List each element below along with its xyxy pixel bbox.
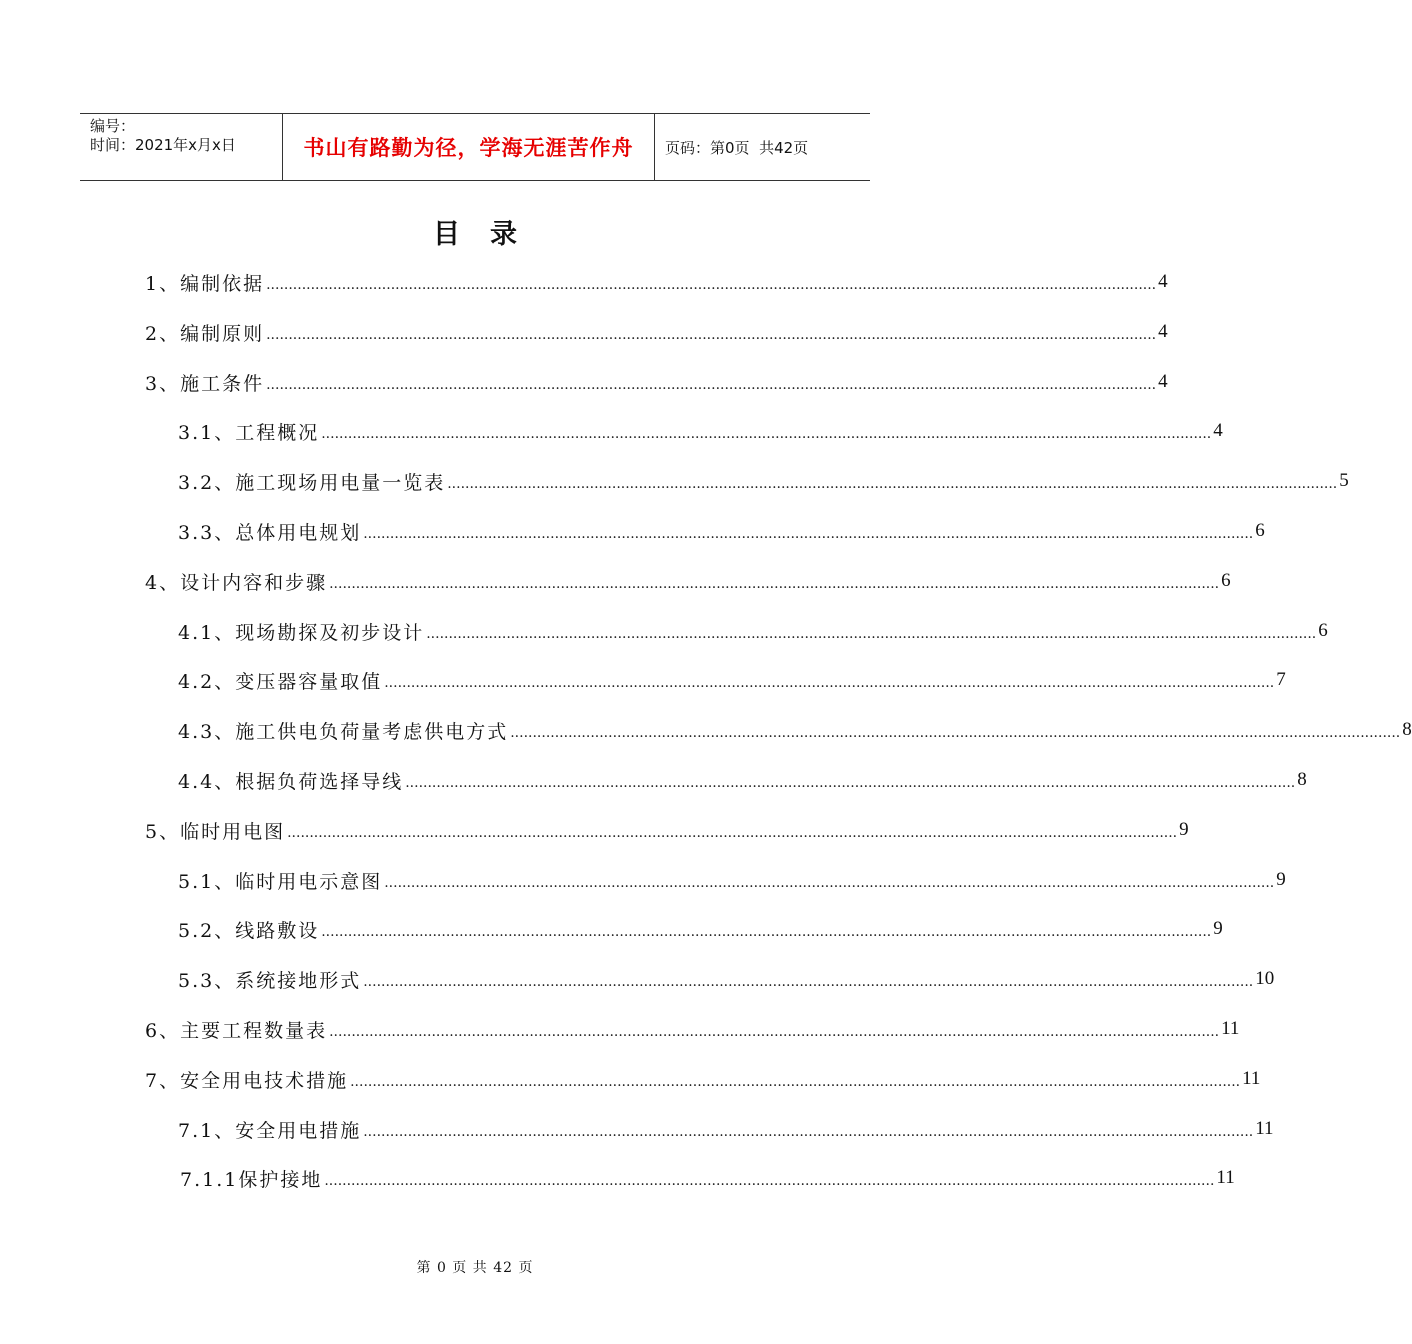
toc-entry[interactable] (145, 307, 1168, 357)
toc-entry-page: 4 (1158, 271, 1168, 292)
toc-entry-label: 7.1、安全用电措施 (178, 1119, 362, 1142)
toc-leader-dots: ........................................................................................................................................................................................................ (363, 526, 1254, 542)
toc-entry[interactable] (178, 904, 1223, 954)
toc-entry-page: 9 (1276, 869, 1286, 890)
header-info (80, 114, 282, 180)
toc-leader-dots: ........................................................................................................................................................................................................ (266, 377, 1157, 393)
toc-entry-label: 7、安全用电技术措施 (145, 1069, 349, 1092)
toc-entry-page: 9 (1213, 918, 1223, 939)
toc-entry[interactable] (178, 705, 1412, 755)
toc-leader-dots: ........................................................................................................................................................................................................ (329, 576, 1220, 592)
toc-entry-page: 4 (1213, 420, 1223, 441)
toc-leader-dots: ........................................................................................................................................................................................................ (350, 1074, 1241, 1090)
toc-entry-label: 3、施工条件 (145, 372, 265, 395)
toc-entry[interactable] (178, 406, 1223, 456)
toc-entry-label: 5.1、临时用电示意图 (178, 870, 383, 893)
toc-entry[interactable] (178, 506, 1265, 556)
toc-entry[interactable] (145, 357, 1168, 407)
document-time-label: 时间：2021年x月x日 (90, 136, 236, 154)
page-footer: 第 0 页 共 42 页 (416, 1260, 534, 1276)
toc-entry[interactable] (178, 456, 1349, 506)
toc-entry-page: 7 (1276, 669, 1286, 690)
toc-entry-label: 4.3、施工供电负荷量考虑供电方式 (178, 720, 509, 743)
toc-entry[interactable] (178, 755, 1307, 805)
toc-entry-label: 5.3、系统接地形式 (178, 969, 362, 992)
toc-entry-label: 3.2、施工现场用电量一览表 (178, 471, 446, 494)
toc-entry[interactable] (178, 855, 1286, 905)
toc-entry[interactable] (145, 1004, 1240, 1054)
toc-entry-page: 8 (1297, 769, 1307, 790)
toc-entry-page: 5 (1339, 470, 1349, 491)
toc-leader-dots: ........................................................................................................................................................................................................ (510, 725, 1401, 741)
toc-entry[interactable] (178, 954, 1275, 1004)
toc-leader-dots: ........................................................................................................................................................................................................ (405, 775, 1296, 791)
toc-entry-label: 3.3、总体用电规划 (178, 521, 362, 544)
document-number-label: 编号： (90, 117, 136, 135)
toc-entry-page: 11 (1216, 1167, 1235, 1188)
toc-entry-page: 11 (1221, 1018, 1240, 1039)
header-page-info: 页码：第0页 共42页 (665, 138, 809, 157)
toc-entry-page: 11 (1255, 1118, 1274, 1139)
header-motto: 书山有路勤为径，学海无涯苦作舟 (282, 114, 655, 180)
toc-leader-dots: ........................................................................................................................................................................................................ (426, 626, 1317, 642)
toc-entry-page: 6 (1318, 620, 1328, 641)
page-header (80, 113, 870, 181)
toc-entry-label: 2、编制原则 (145, 322, 265, 345)
toc-entry[interactable] (180, 1153, 1235, 1203)
toc-entry-label: 4.1、现场勘探及初步设计 (178, 621, 425, 644)
toc-entry-label: 7.1.1保护接地 (180, 1168, 323, 1191)
toc-title: 目录 (433, 219, 547, 250)
toc-leader-dots: ........................................................................................................................................................................................................ (384, 875, 1275, 891)
toc-entry[interactable] (145, 257, 1168, 307)
toc-entry-page: 11 (1242, 1068, 1261, 1089)
toc-leader-dots: ........................................................................................................................................................................................................ (447, 476, 1338, 492)
toc-leader-dots: ........................................................................................................................................................................................................ (266, 327, 1157, 343)
toc-entry-label: 1、编制依据 (145, 272, 265, 295)
toc-entry[interactable] (145, 556, 1231, 606)
toc-entry-label: 5、临时用电图 (145, 820, 286, 843)
toc-entry-label: 4、设计内容和步骤 (145, 571, 328, 594)
toc-entry-label: 3.1、工程概况 (178, 421, 320, 444)
toc-entry-page: 10 (1255, 968, 1275, 989)
toc-entry-page: 6 (1255, 520, 1265, 541)
toc-entry-page: 9 (1179, 819, 1189, 840)
toc-leader-dots: ........................................................................................................................................................................................................ (287, 825, 1178, 841)
toc-entry-label: 6、主要工程数量表 (145, 1019, 328, 1042)
toc-leader-dots: ........................................................................................................................................................................................................ (363, 974, 1254, 990)
toc-entry[interactable] (178, 655, 1286, 705)
toc-leader-dots: ........................................................................................................................................................................................................ (384, 675, 1275, 691)
toc-entry-page: 8 (1402, 719, 1412, 740)
toc-entry-page: 4 (1158, 321, 1168, 342)
toc-leader-dots: ........................................................................................................................................................................................................ (321, 924, 1212, 940)
toc-leader-dots: ........................................................................................................................................................................................................ (363, 1124, 1254, 1140)
toc-leader-dots: ........................................................................................................................................................................................................ (321, 426, 1212, 442)
toc-entry[interactable] (178, 606, 1328, 656)
toc-leader-dots: ........................................................................................................................................................................................................ (329, 1024, 1220, 1040)
toc-entry-label: 5.2、线路敷设 (178, 919, 320, 942)
toc-entry-page: 6 (1221, 570, 1231, 591)
toc-entry[interactable] (145, 1054, 1261, 1104)
toc-leader-dots: ........................................................................................................................................................................................................ (324, 1173, 1215, 1189)
toc-leader-dots: ........................................................................................................................................................................................................ (266, 277, 1157, 293)
toc-entry-label: 4.2、变压器容量取值 (178, 670, 383, 693)
toc-entry[interactable] (178, 1104, 1274, 1154)
toc-entry[interactable] (145, 805, 1189, 855)
toc-entry-page: 4 (1158, 371, 1168, 392)
toc-entry-label: 4.4、根据负荷选择导线 (178, 770, 404, 793)
